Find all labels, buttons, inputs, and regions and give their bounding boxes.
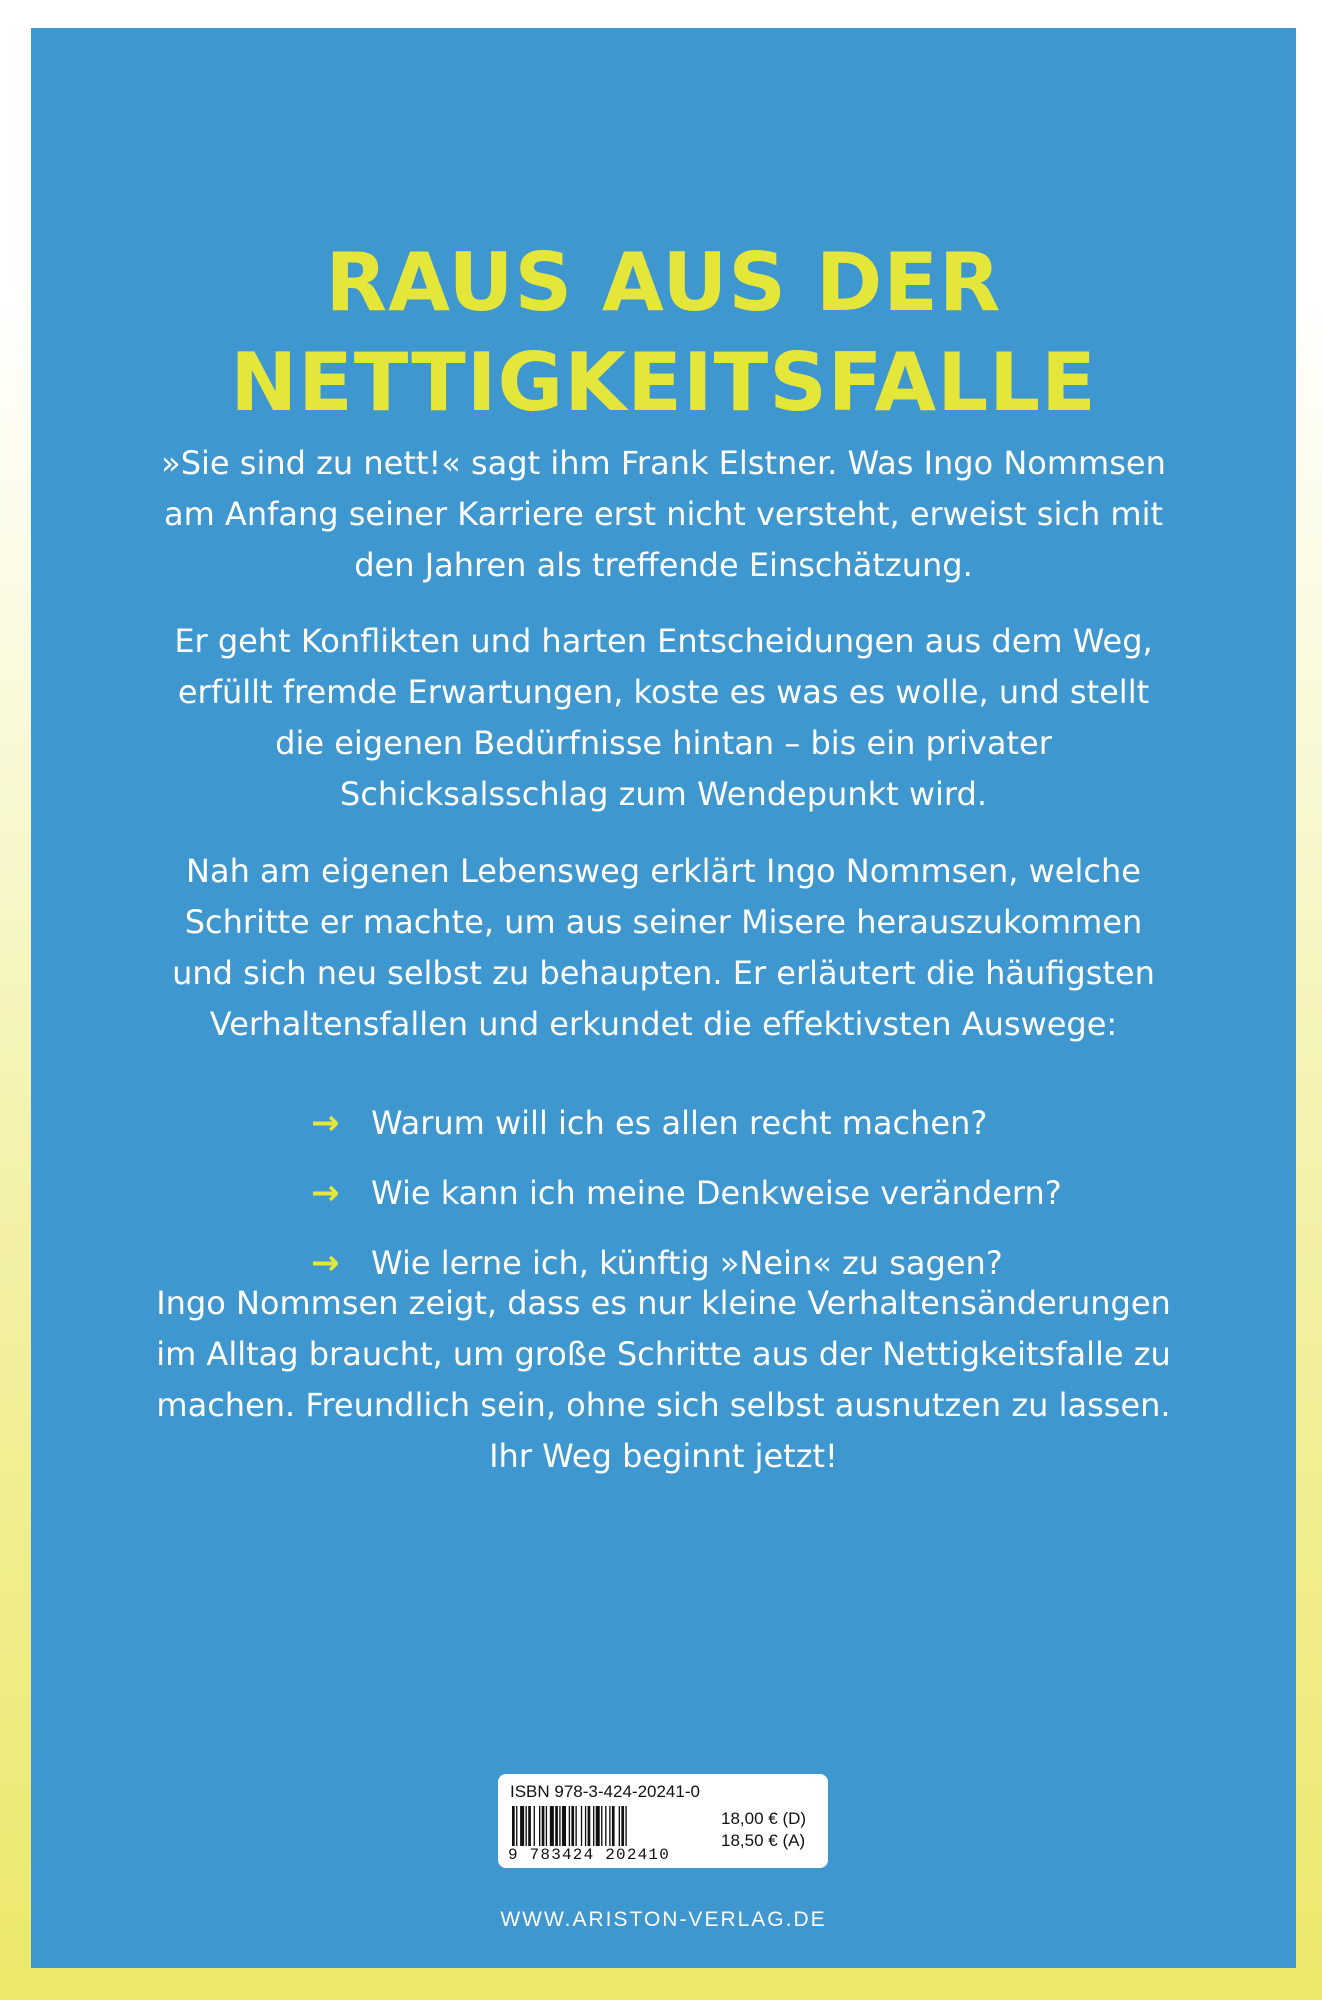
barcode-stripe [562,1806,566,1846]
barcode-stripe [625,1806,626,1846]
barcode-stripe [575,1806,576,1846]
list-item-text: Wie lerne ich, künftig »Nein« zu sagen? [371,1244,1003,1282]
price-germany: 18,00 € (D) [721,1809,807,1828]
barcode-stripe [539,1806,540,1846]
barcode-stripe [612,1806,615,1846]
barcode-stripe [621,1806,624,1846]
title-line-2: NETTIGKEITSFALLE [230,336,1097,429]
book-back-cover [31,28,1296,1968]
blurb-paragraph-1: »Sie sind zu nett!« sagt ihm Frank Elstner. Was Ingo Nommsen am Anfang seiner Karriere erst nicht versteht, erweist sich mit den Jahren als treffende Einschätzung. [161,444,1166,584]
list-item-text: Wie kann ich meine Denkweise verändern? [371,1174,1062,1212]
barcode-stripe [516,1806,517,1846]
barcode-stripe [601,1806,602,1846]
list-item [311,1158,1211,1228]
price-austria: 18,50 € (A) [721,1831,806,1850]
barcode-stripe [585,1806,586,1846]
book-title [31,233,1296,433]
arrow-right-icon: → [311,1243,340,1283]
barcode-stripe [571,1806,574,1846]
blurb-paragraph-3: Nah am eigenen Lebensweg erklärt Ingo Nommsen, welche Schritte er machte, um aus seiner Misere herauszukommen und sich neu selbst zu behaupten. Er erläutert die häufigsten Verhaltensfallen und erkundet die effektivsten Auswege: [172,852,1155,1043]
barcode-stripe [528,1806,531,1846]
barcode-stripe [569,1806,570,1846]
blurb-paragraph-4: Ingo Nommsen zeigt, dass es nur kleine Verhaltensänderungen im Alltag braucht, um große Schritte aus der Nettigkeitsfalle zu machen. Freundlich sein, ohne sich selbst ausnutzen zu lassen. Ihr Weg beginnt jetzt! [156,1284,1171,1475]
barcode-stripe [596,1806,600,1846]
barcode-stripe [550,1806,554,1846]
publisher-website: WWW.ARISTON-VERLAG.DE [500,1908,827,1931]
barcode-stripe [534,1806,535,1846]
price-block [721,1808,806,1852]
title-line-1: RAUS AUS DER [325,236,1002,329]
barcode-stripe [542,1806,545,1846]
barcode-stripe [581,1806,582,1846]
arrow-right-icon: → [311,1173,340,1213]
arrow-right-icon: → [311,1103,340,1143]
isbn-text: ISBN 978-3-424-20241-0 [510,1782,700,1801]
barcode-stripe [520,1806,524,1846]
barcode-stripe [619,1806,620,1846]
barcode-stripe [588,1806,591,1846]
barcode-label [498,1774,828,1868]
barcode-stripe [512,1806,515,1846]
barcode-stripe [546,1806,547,1846]
barcode-stripe [555,1806,558,1846]
barcode-stripe [559,1806,560,1846]
barcode-stripe [609,1806,610,1846]
barcode-stripe [526,1806,527,1846]
barcode-icon [510,1806,710,1846]
list-item [311,1088,1211,1158]
barcode-stripe [593,1806,594,1846]
barcode-number: 9 783424 202410 [508,1846,671,1864]
question-list [311,1088,1211,1298]
blurb-paragraph-2: Er geht Konflikten und harten Entscheidungen aus dem Weg, erfüllt fremde Erwartungen, koste es was es wolle, und stellt die eigenen Bedürfnisse hintan – bis ein privater Schicksalsschlag zum Wendepunkt wird. [174,622,1153,813]
list-item-text: Warum will ich es allen recht machen? [371,1104,988,1142]
barcode-stripe [605,1806,606,1846]
